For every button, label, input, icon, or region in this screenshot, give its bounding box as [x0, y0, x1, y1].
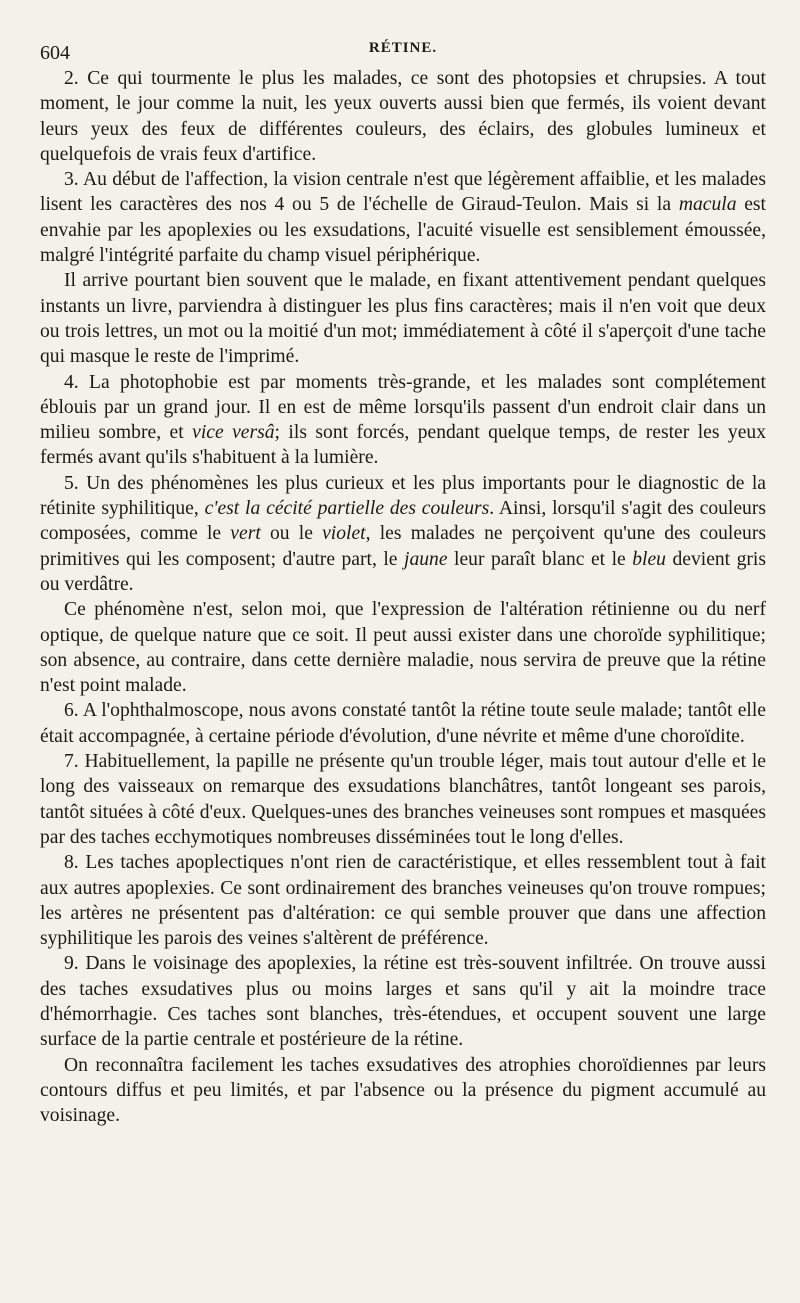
paragraph	[40, 167, 766, 268]
italic-text: bleu	[632, 548, 666, 570]
paragraph	[40, 471, 766, 597]
body-text	[40, 66, 766, 1128]
paragraph	[40, 370, 766, 471]
paragraph	[40, 66, 766, 167]
paragraph-text: ou le	[260, 523, 323, 545]
paragraph-text: 7. Habituellement, la papille ne présente qu'un trouble léger, mais tout autour d'elle et le long des vaisseaux on remarque des exsudations blanchâtres, tantôt longeant ses parois, tantôt situées à côté d'eux. Quelques-unes des branches veineuses sont rompues et masquées par des taches ecchymotiques nombreuses disséminées tout le long d'elles.	[40, 751, 766, 848]
italic-text: jaune	[404, 548, 448, 570]
paragraph-text: est envahie par les apoplexies ou les exsudations, l'acuité visuelle est sensiblement émoussée, malgré l'intégrité parfaite du champ visuel périphérique.	[40, 194, 766, 267]
paragraph-text: 9. Dans le voisinage des apoplexies, la rétine est très-souvent infiltrée. On trouve aussi des taches exsudatives plus ou moins larges et sans qu'il y ait la moindre trace d'hémorrhagie. Ces taches sont blanches, très-étendues, et occupent souvent une large surface de la partie centrale et postérieure de la rétine.	[40, 953, 766, 1051]
running-title: RÉTINE.	[368, 40, 438, 56]
paragraph-text: devient gris ou verdâtre.	[40, 548, 767, 595]
paragraph	[40, 597, 766, 698]
paragraph-text: Ce phénomène n'est, selon moi, que l'expression de l'altération rétinienne ou du nerf optique, de quelque nature que ce soit. Il peut aussi exister dans une choroïde syphilitique; son absence, au contraire, dans cette dernière maladie, nous servira de preuve que la rétine n'est point malade.	[40, 599, 766, 697]
paragraph	[40, 951, 766, 1052]
paragraph-text: Il arrive pourtant bien souvent que le malade, en fixant attentivement pendant quelques instants un livre, parviendra à distinguer les plus fins caractères; mais il n'en voit que deux ou trois lettres, un mot ou la moitié d'un mot; immédiatement à côté il s'aperçoit d'une tache qui masque le reste de l'imprimé.	[40, 270, 766, 368]
paragraph	[40, 268, 766, 369]
paragraph	[40, 1053, 766, 1129]
paragraph-text: 6. A l'ophthalmoscope, nous avons constaté tantôt la rétine toute seule malade; tantôt elle était accompagnée, à certaine période d'évolution, d'une névrite et même d'une choroïdite.	[40, 700, 766, 747]
page-number: 604	[40, 42, 70, 64]
paragraph-text: . Ainsi, lorsqu'il s'agit des couleurs composées, comme le	[40, 498, 767, 545]
italic-text: c'est la cécité partielle des couleurs	[204, 498, 490, 520]
paragraph-text: 4. La photophobie est par moments très-grande, et les malades sont complétement éblouis par un grand jour. Il en est de même lorsqu'ils passent d'un endroit clair dans un milieu sombre, et	[40, 371, 766, 444]
paragraph-text: 3. Au début de l'affection, la vision centrale n'est que légèrement affaiblie, et les malades lisent les caractères des nos 4 ou 5 de l'échelle de Giraud-Teulon. Mais si la	[40, 169, 766, 216]
paragraph	[40, 850, 766, 951]
paragraph-text: 2. Ce qui tourmente le plus les malades, ce sont des photopsies et chrupsies. A tout moment, le jour comme la nuit, les yeux ouverts aussi bien que fermés, ils voient devant leurs yeux des feux de différentes couleurs, des éclairs, des globules lumineux et quelquefois de vrais feux d'artifice.	[40, 68, 766, 165]
italic-text: vert	[230, 523, 261, 545]
paragraph-text: , les malades ne perçoivent qu'une des couleurs primitives qui les composent; d'autre part, le	[40, 523, 766, 570]
paragraph-text: 8. Les taches apoplectiques n'ont rien de caractéristique, et elles ressemblent tout à fait aux autres apoplexies. Ce sont ordinairement des branches veineuses qu'on trouve rompues; les artères ne présentent pas d'altération: ce qui semble prouver que dans une affection syphilitique les parois des veines s'altèrent de préférence.	[40, 852, 766, 950]
paragraph	[40, 749, 766, 850]
paragraph-text: 5. Un des phénomènes les plus curieux et les plus importants pour le diagnostic de la rétinite syphilitique,	[40, 472, 766, 520]
italic-text: macula	[678, 194, 737, 216]
paragraph-text: ; ils sont forcés, pendant quelque temps, de rester les yeux fermés avant qu'ils s'habituent à la lumière.	[40, 422, 766, 469]
paragraph-text: On reconnaîtra facilement les taches exsudatives des atrophies choroïdiennes par leurs contours diffus et peu limités, et par l'absence ou la présence du pigment accumulé au voisinage.	[40, 1054, 766, 1127]
italic-text: vice versâ	[192, 422, 275, 444]
italic-text: violet	[322, 523, 366, 545]
page-header	[40, 36, 766, 66]
paragraph	[40, 698, 766, 749]
paragraph-text: leur paraît blanc et le	[447, 548, 633, 570]
